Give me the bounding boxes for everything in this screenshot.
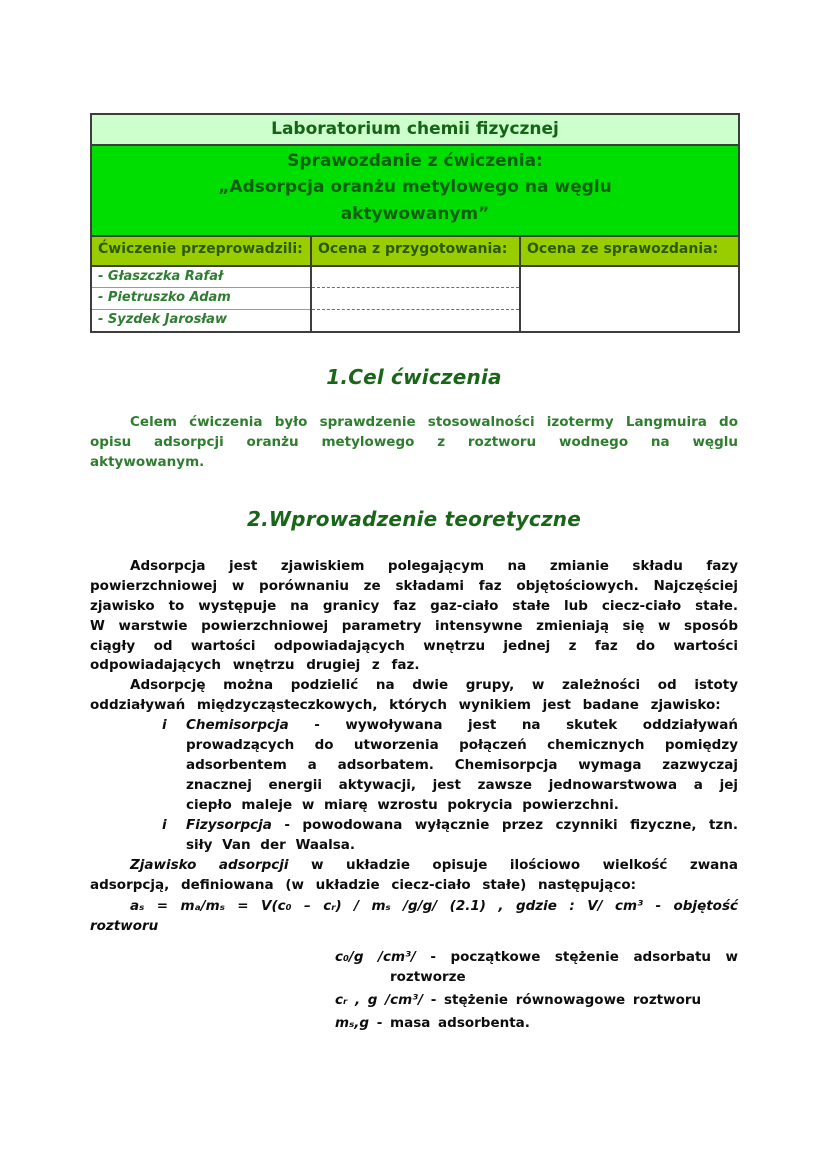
exercise-title-quote: „Adsorpcja oranżu metylowego na węglu aktywowanym” (218, 177, 612, 224)
physisorption-definition: - powodowana wyłącznie przez czynniki fizyczne, tzn. siły Van der Waalsa. (186, 817, 738, 854)
report-grade-empty-cell (520, 266, 739, 332)
symbol-definitions (335, 947, 738, 1034)
definition-c0 (335, 947, 738, 988)
definition-c0-desc: - początkowe stężenie adsorbatu w roztworze (390, 948, 738, 985)
adsorption-types-list (162, 716, 738, 856)
definition-ms (335, 1013, 738, 1033)
section-heading-cel-cwiczenia: 1.Cel ćwiczenia (326, 364, 502, 389)
theory-paragraph-2: Adsorpcję można podzielić na dwie grupy, w zależności od istoty oddziaływań międzycząsteczkowych, których wynikiem jest badane zjawisko: (90, 677, 738, 714)
lab-title: Laboratorium chemii fizycznej (91, 114, 739, 145)
table-row-column-headers (91, 236, 739, 266)
theory-paragraph-1: Adsorpcja jest zjawiskiem polegającym na zmianie składu fazy powierzchniowej w porównaniu ze składami faz objętościowych. Najczęściej zjawisko to występuje na granicy faz gaz-ciało stałe lub ciecz-ciało stałe. W warstwie powierzchniowej parametry intensywne zmieniają się w sposób ciągły od wartości odpowiadających wnętrzu jednej z faz do wartości odpowiadających wnętrzu drugiej z faz. (90, 557, 738, 674)
chemisorption-definition: - wywoływana jest na skutek oddziaływań prowadzących do utworzenia połączeń chemicznych pomiędzy adsorbentem a adsorbatem. Chemisorpcja wymaga zazwyczaj znacznej energii aktywacji, jest zawsze jednowarstwowa a jej ciepło maleje w miarę wzrostu pokrycia powierzchni. (186, 717, 738, 814)
chemisorption-term: Chemisorpcja (186, 717, 289, 734)
table-row-student-1 (91, 266, 739, 288)
definition-cr-symbol: cᵣ , g /cm³/ (335, 992, 423, 1009)
column-header-preparation-grade: Ocena z przygotowania: (311, 236, 520, 266)
aim-paragraph: Celem ćwiczenia było sprawdzenie stosowalności izotermy Langmuira do opisu adsorpcji oranżu metylowego z roztworu wodnego na węglu aktywowanym. (90, 413, 738, 470)
column-header-report-grade: Ocena ze sprawozdania: (520, 236, 739, 266)
bullet-marker-icon: i (162, 817, 167, 834)
report-subtitle-cell (91, 145, 739, 236)
report-header-table (90, 113, 740, 333)
theory-paragraph-3-lead: Zjawisko adsorpcji (130, 857, 289, 874)
table-row-lab-title (91, 114, 739, 145)
definition-cr-desc: - stężenie równowagowe roztworu (423, 992, 702, 1009)
theory-paragraph-3-rest: w układzie opisuje ilościowo wielkość zwana adsorpcją, definiowana (w układzie ciecz-ciało stałe) następująco: (90, 857, 738, 894)
definition-cr (335, 990, 738, 1010)
column-header-performed-by: Ćwiczenie przeprowadzili: (91, 236, 311, 266)
grade-cell-dashed-1 (311, 266, 520, 288)
bullet-marker-icon: i (162, 717, 167, 734)
section-heading-wprowadzenie: 2.Wprowadzenie teoretyczne (247, 506, 581, 531)
report-subtitle: Sprawozdanie z ćwiczenia: (287, 151, 543, 171)
grade-cell-dashed-2 (311, 288, 520, 310)
list-item-physisorption (162, 816, 738, 856)
student-name-3: - Syzdek Jarosław (98, 312, 227, 328)
grade-cell-dashed-3 (311, 310, 520, 332)
document-content (90, 113, 738, 1037)
table-row-report-title (91, 145, 739, 236)
physisorption-text (186, 816, 738, 856)
chemisorption-text (186, 716, 738, 816)
definition-ms-desc: - masa adsorbenta. (369, 1015, 530, 1032)
student-name-1: - Głaszczka Rafał (91, 266, 311, 288)
adsorption-formula: aₛ = mₐ/mₛ = V(c₀ – cᵣ) / mₛ /g/g/ (2.1) , gdzie : V/ cm³ - objętość roztworu (90, 898, 738, 935)
definition-c0-symbol: c₀/g /cm³/ (335, 948, 416, 965)
list-item-chemisorption (162, 716, 738, 816)
theory-paragraph-3 (90, 856, 738, 896)
student-name-2: - Pietruszko Adam (91, 288, 311, 310)
physisorption-term: Fizysorpcja (186, 817, 272, 834)
definition-ms-symbol: mₛ,g (335, 1015, 370, 1032)
